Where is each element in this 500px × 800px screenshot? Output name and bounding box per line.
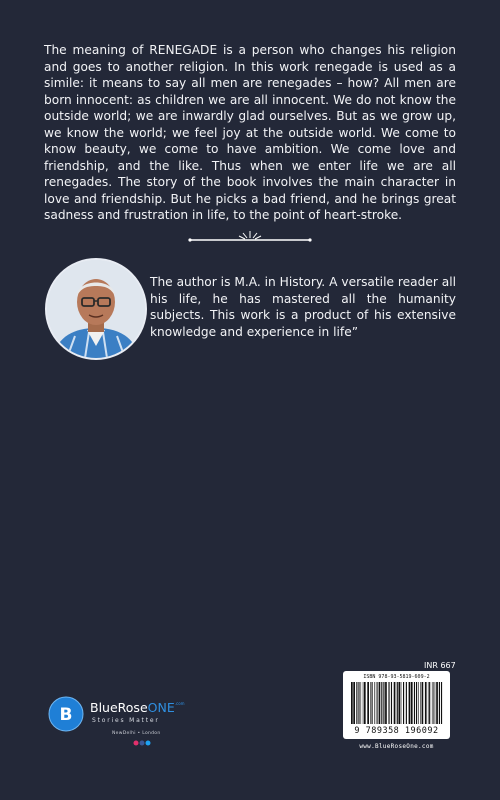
publisher-name-part1: BlueRose <box>90 700 148 715</box>
publisher-name-part2: ONE <box>147 700 175 715</box>
isbn-label: ISBN 978-93-5819-609-2 <box>363 674 430 680</box>
barcode-bar <box>388 682 389 724</box>
barcode-bar <box>372 682 373 724</box>
barcode-bar <box>391 682 392 724</box>
publisher-name <box>90 700 185 715</box>
barcode-digits: 9 789358 196092 <box>354 726 439 736</box>
barcode-bar <box>377 682 378 724</box>
barcode-bar <box>429 682 430 724</box>
author-bio: The author is M.A. in History. A versatile reader all his life, he has mastered all the humanity subjects. This work is a product of his extensive knowledge and experience in life” <box>150 275 456 339</box>
barcode-bar <box>351 682 353 724</box>
barcode-bar <box>414 682 415 724</box>
barcode-bar <box>435 682 436 724</box>
publisher-tagline: Stories Matter <box>92 717 160 724</box>
barcode-bars <box>349 682 444 724</box>
barcode-bar <box>370 682 371 724</box>
price-label: INR 667 <box>424 661 456 670</box>
barcode-bar <box>361 682 362 724</box>
publisher-name-suffix: .com <box>174 701 185 706</box>
barcode-bar <box>403 682 404 724</box>
barcode-bar <box>385 682 387 724</box>
barcode-bar <box>420 682 421 724</box>
barcode-bar <box>416 682 417 724</box>
barcode-bar <box>383 682 384 724</box>
barcode-bar <box>409 682 411 724</box>
social-icons <box>133 740 151 746</box>
barcode-bar <box>381 682 382 724</box>
back-cover-synopsis: The meaning of RENEGADE is a person who changes his religion and goes to another religion. In this work renegade is used as a simile: it means to say all men are renegades – how? All men are born innocent: as children we are all innocent. We do not know the outside world; we are inwardly glad ourselves. But as we grow up, we know the world; we feel joy at the outside world. We come to know beauty, we come to have ambition. We come love and friendship, and the like. Thus when we enter life we are all renegades. The story of the book involves the main character in love and friendship. But he picks a bad friend, and he brings great sadness and frustration in life, to the point of heart-stroke. <box>44 43 456 222</box>
barcode-bar <box>367 682 369 724</box>
barcode-bar <box>358 682 359 724</box>
barcode-bar <box>406 682 407 724</box>
barcode-bar <box>356 682 357 724</box>
instagram-icon <box>134 741 139 746</box>
barcode-bar <box>374 682 375 724</box>
barcode-bar <box>376 682 377 724</box>
barcode-bar <box>432 682 433 724</box>
barcode-bar <box>397 682 398 724</box>
publisher-logo-icon <box>48 696 84 732</box>
barcode-bar <box>436 682 438 724</box>
barcode-bar <box>418 682 419 724</box>
barcode-bar <box>441 682 442 724</box>
publisher-website: www.BlueRoseOne.com <box>359 743 434 750</box>
barcode-bar <box>433 682 434 724</box>
publisher-cities: NewDelhi • London <box>112 731 161 736</box>
divider-ornament-icon <box>188 228 312 244</box>
barcode-bar <box>363 682 364 724</box>
logo-letter: B <box>59 705 73 725</box>
barcode-bar <box>394 682 396 724</box>
barcode-bar <box>422 682 424 724</box>
facebook-icon <box>140 741 145 746</box>
barcode-bar <box>398 682 400 724</box>
barcode-bar <box>364 682 366 724</box>
barcode-bar <box>411 682 413 724</box>
barcode-bar <box>428 682 429 724</box>
author-photo <box>45 258 147 360</box>
barcode-bar <box>353 682 355 724</box>
barcode-bar <box>425 682 427 724</box>
barcode <box>343 671 450 739</box>
twitter-icon <box>146 741 151 746</box>
barcode-bar <box>439 682 440 724</box>
barcode-bar <box>401 682 402 724</box>
barcode-bar <box>379 682 381 724</box>
